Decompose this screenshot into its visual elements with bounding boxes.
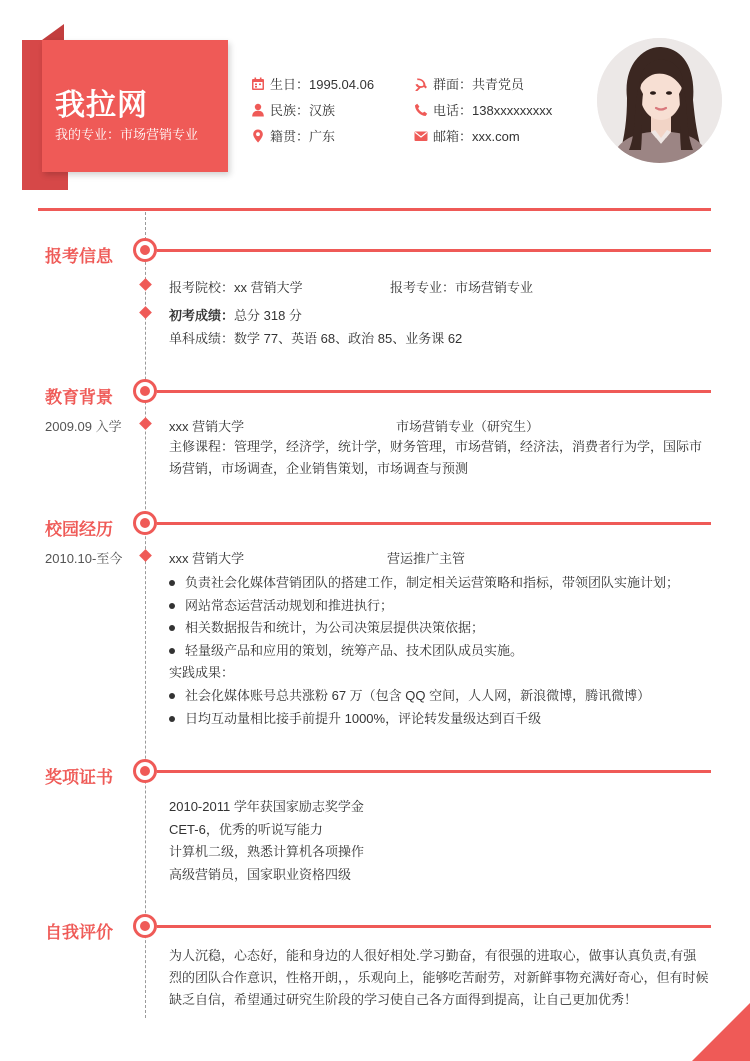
politics-text: 群面：共青党员: [433, 77, 525, 92]
campus-org: xxx 营销大学: [169, 551, 245, 566]
contact-phone: [413, 100, 552, 119]
entry-diamond-icon: [139, 417, 152, 430]
award-item: CET-6，优秀的听说写能力: [169, 822, 323, 837]
contact-ethnicity: [250, 100, 335, 119]
section-rule: [157, 522, 711, 525]
section-marker-icon: [133, 379, 157, 403]
candidate-major: 我的专业：市场营销专业: [55, 127, 199, 142]
exam-score-value: 总分 318 分: [234, 308, 302, 323]
profile-photo: [597, 38, 722, 163]
corner-decoration: [692, 1003, 750, 1061]
party-emblem-icon: [413, 76, 429, 92]
bullet-dot-icon: [169, 648, 175, 654]
section-title-education: 教育背景: [45, 388, 113, 407]
exam-subjects: 单科成绩：数学 77、英语 68、政治 85、业务课 62: [169, 331, 463, 346]
campus-date: 2010.10-至今: [45, 551, 123, 566]
section-rule: [157, 390, 711, 393]
campus-duty: [169, 617, 484, 636]
campus-result: [169, 708, 541, 727]
bullet-dot-icon: [169, 716, 175, 722]
bullet-dot-icon: [169, 693, 175, 699]
bullet-dot-icon: [169, 580, 175, 586]
candidate-name: 我拉网: [55, 89, 148, 122]
section-marker-icon: [133, 511, 157, 535]
email-text: 邮箱：xxx.com: [433, 129, 520, 144]
section-marker-icon: [133, 759, 157, 783]
section-rule: [157, 925, 711, 928]
section-rule: [157, 249, 711, 252]
exam-score-label: 初考成绩：: [169, 308, 235, 323]
hometown-text: 籍贯：广东: [270, 129, 336, 144]
result-text: 日均互动量相比接手前提升 1000%，评论转发量级达到百千级: [185, 711, 542, 726]
campus-role: 营运推广主管: [387, 551, 466, 566]
header-tab-fold: [42, 24, 64, 40]
exam-score: [169, 305, 302, 324]
contact-birthday: [250, 74, 374, 93]
exam-school: 报考院校：xx 营销大学: [169, 280, 303, 295]
education-courses: 主修课程：管理学，经济学，统计学，财务管理，市场营销，经济法，消费者行为学，国际市场营销，市场调查，企业销售策划，市场调查与预测: [169, 439, 703, 476]
campus-duty: [169, 572, 679, 591]
person-icon: [250, 102, 266, 118]
section-marker-icon: [133, 914, 157, 938]
education-major: 市场营销专业（研究生）: [396, 419, 540, 434]
birthday-text: 生日：1995.04.06: [270, 77, 375, 92]
mail-icon: [413, 128, 429, 144]
phone-text: 电话：138xxxxxxxxx: [433, 103, 553, 118]
award-item: 计算机二级，熟悉计算机各项操作: [169, 844, 365, 859]
contact-email: [413, 126, 520, 145]
section-rule: [157, 770, 711, 773]
section-title-self: 自我评价: [45, 923, 113, 942]
campus-duty: [169, 595, 393, 614]
ethnicity-text: 民族：汉族: [270, 103, 336, 118]
self-evaluation-text: 为人沉稳，心态好，能和身边的人很好相处.学习勤奋，有很强的进取心，做事认真负责,有强烈的团队合作意识，性格开朗，，乐观向上，能够吃苦耐劳，对新鲜事物充满好奇心，但有时候缺乏自信，希望通过研究生阶段的学习使自己各方面得到提高，让自己更加优秀！: [169, 948, 709, 1007]
campus-duty: [169, 640, 523, 659]
contact-politics: [413, 74, 524, 93]
duty-text: 相关数据报告和统计，为公司决策层提供决策依据；: [185, 620, 485, 635]
phone-icon: [413, 102, 429, 118]
duty-text: 网站常态运营活动规划和推进执行；: [185, 598, 394, 613]
timeline-axis: [145, 212, 146, 1018]
section-title-exam: 报考信息: [45, 247, 113, 266]
header-divider: [38, 208, 711, 211]
duty-text: 负责社会化媒体营销团队的搭建工作，制定相关运营策略和指标，带领团队实施计划；: [185, 575, 680, 590]
contact-hometown: [250, 126, 335, 145]
education-date: 2009.09 入学: [45, 419, 122, 434]
section-title-campus: 校园经历: [45, 520, 113, 539]
location-pin-icon: [250, 128, 266, 144]
exam-major: 报考专业：市场营销专业: [390, 280, 534, 295]
name-card: [42, 40, 228, 172]
entry-diamond-icon: [139, 306, 152, 319]
award-item: 高级营销员，国家职业资格四级: [169, 867, 352, 882]
result-text: 社会化媒体账号总共涨粉 67 万（包含 QQ 空间，人人网，新浪微博，腾讯微博）: [185, 688, 651, 703]
duty-text: 轻量级产品和应用的策划，统筹产品、技术团队成员实施。: [185, 643, 524, 658]
entry-diamond-icon: [139, 549, 152, 562]
entry-diamond-icon: [139, 278, 152, 291]
campus-result: [169, 685, 650, 704]
bullet-dot-icon: [169, 625, 175, 631]
education-school: xxx 营销大学: [169, 419, 245, 434]
bullet-dot-icon: [169, 603, 175, 609]
award-item: 2010-2011 学年获国家励志奖学金: [169, 799, 364, 814]
campus-results-label: 实践成果：: [169, 665, 235, 680]
calendar-icon: [250, 76, 266, 92]
section-title-awards: 奖项证书: [45, 768, 113, 787]
section-marker-icon: [133, 238, 157, 262]
